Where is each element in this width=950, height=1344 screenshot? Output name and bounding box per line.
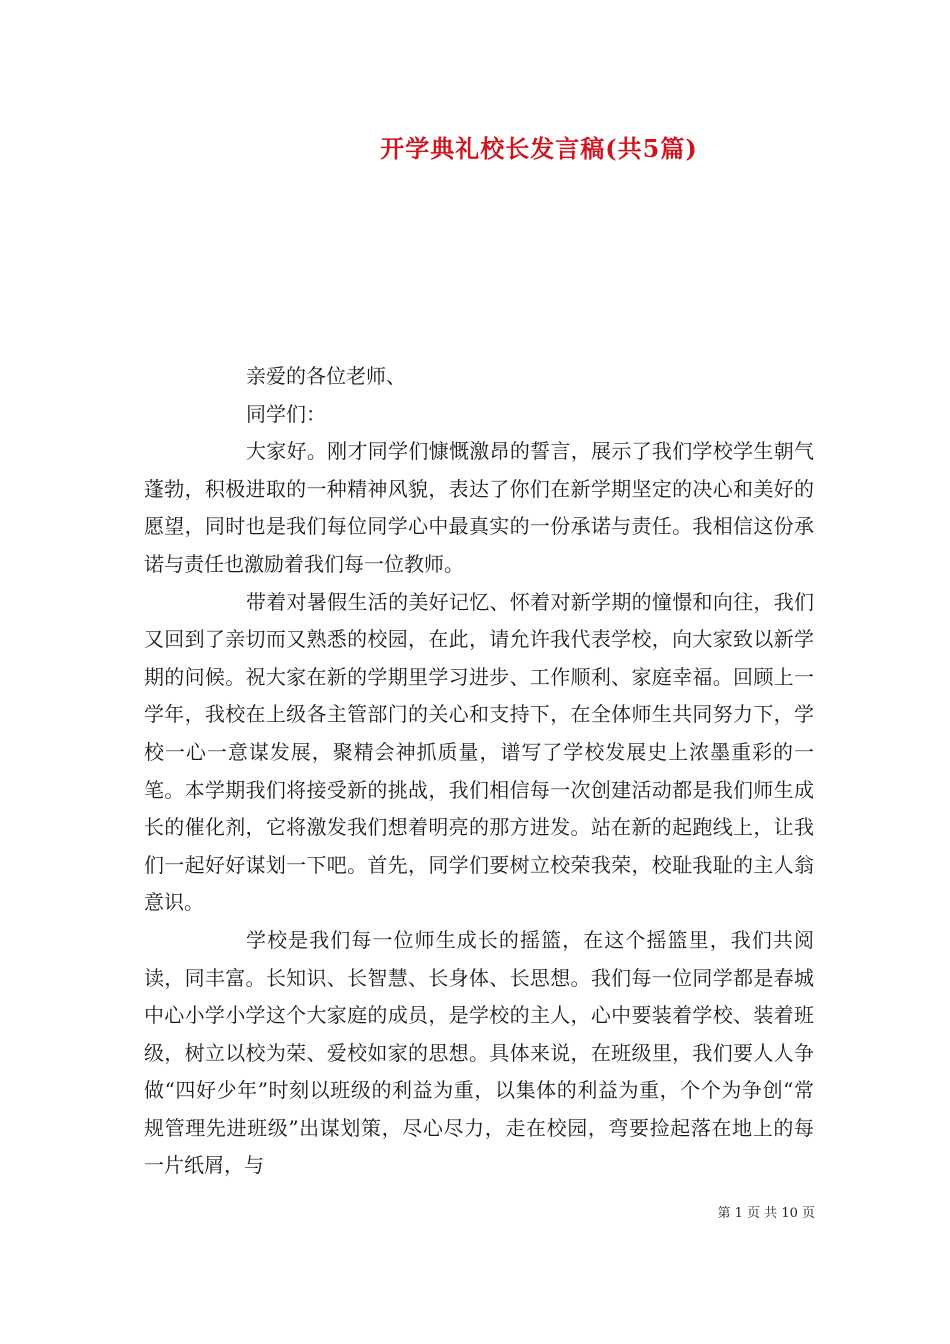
document-title — [0, 133, 950, 165]
body-paragraph: 大家好。刚才同学们慷慨激昂的誓言，展示了我们学校学生朝气蓬勃，积极进取的一种精神风貌，表达了你们在新学期坚定的决心和美好的愿望，同时也是我们每位同学心中最真实的一份承诺与责任。我相信这份承诺与责任也激励着我们每一位教师。 — [144, 439, 814, 576]
salutation-line-2: 同学们： — [246, 401, 326, 426]
salutation-line-1: 亲爱的各位老师、 — [246, 364, 406, 388]
document-body — [144, 358, 814, 1185]
document-title-text: 开学典礼校长发言稿(共5篇) — [380, 134, 698, 163]
body-paragraph: 带着对暑假生活的美好记忆、怀着对新学期的憧憬和向往，我们又回到了亲切而又熟悉的校园，在此，请允许我代表学校，向大家致以新学期的问候。祝大家在新的学期里学习进步、工作顺利、家庭幸福。回顾上一学年，我校在上级各主管部门的关心和支持下，在全体师生共同努力下，学校一心一意谋发展，聚精会神抓质量，谱写了学校发展史上浓墨重彩的一笔。本学期我们将接受新的挑战，我们相信每一次创建活动都是我们师生成长的催化剂，它将激发我们想着明亮的那方进发。站在新的起跑线上，让我们一起好好谋划一下吧。首先，同学们要树立校荣我荣，校耻我耻的主人翁意识。 — [144, 589, 814, 915]
page-number-footer: 第 1 页 共 10 页 — [717, 1206, 815, 1221]
body-paragraph: 学校是我们每一位师生成长的摇篮，在这个摇篮里，我们共阅读，同丰富。长知识、长智慧、长身体、长思想。我们每一位同学都是春城中心小学小学这个大家庭的成员，是学校的主人，心中要装着学校、装着班级，树立以校为荣、爱校如家的思想。具体来说，在班级里，我们要人人争做“四好少年”时刻以班级的利益为重，以集体的利益为重，个个为争创“常规管理先进班级”出谋划策，尽心尽力，走在校园，弯要捡起落在地上的每一片纸屑，与 — [144, 927, 814, 1178]
